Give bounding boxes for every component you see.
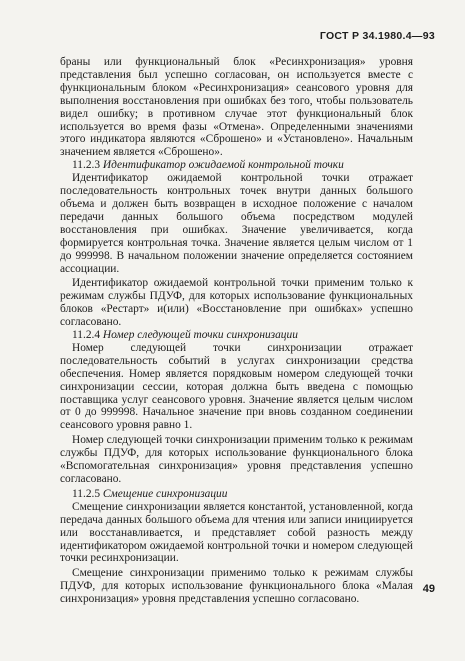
section-heading-11-2-5 — [60, 488, 413, 501]
section-number: 11.2.3 — [72, 159, 101, 172]
section-title: Номер следующей точки синхронизации — [102, 329, 298, 342]
section-title: Смещение синхронизации — [102, 487, 228, 500]
paragraph: Идентификатор ожидаемой контрольной точки отражает последовательность контрольных точек внутри данных большого объема и должен быть возвращен в исходное положение с началом передачи данных большого объема посредством модулей восстановления при ошибках. Значение увеличивается, когда формируется контрольная точка. Значение является целым числом от 1 до 999998. В начальном положении значение определяется состоянием ассоциации. — [60, 172, 413, 275]
section-heading-11-2-3 — [60, 159, 413, 172]
section-number: 11.2.5 — [72, 487, 101, 500]
paragraph: браны или функциональный блок «Ресинхронизация» уровня представления был успешно согласован, он используется вместе с функциональным блоком «Ресинхронизация» сеансового уровня для выполнения восстановления при ошибках без того, чтобы пользователь видел ошибку; в противном случае этот функциональный блок используется во время фазы «Отмена». Определенными значениями этого индикатора являются «Сброшено» и «Установлено». Начальным значением является «Сброшено». — [60, 56, 413, 159]
paragraph: Смещение синхронизации применимо только к режимам службы ПДУФ, для которых использование функционального блока «Малая синхронизация» уровня представления успешно согласовано. — [60, 567, 413, 606]
section-number: 11.2.4 — [72, 329, 101, 342]
page-header: ГОСТ Р 34.1980.4—93 — [319, 30, 435, 42]
document-body — [60, 56, 413, 606]
paragraph: Смещение синхронизации является константой, установленной, когда передача данных большого объема для чтения или записи инициируется или восстанавливается, и представляет собой разность между идентификатором ожидаемой контрольной точки и номером следующей точки ресинхронизации. — [60, 500, 413, 565]
page-number: 49 — [422, 583, 435, 595]
section-title: Идентификатор ожидаемой контрольной точки — [102, 159, 344, 172]
paragraph: Номер следующей точки синхронизации отражает последовательность событий в услугах синхронизации средства обеспечения. Номер является порядковым номером следующей точки синхронизации сессии, которая должна быть введена с помощью поставщика услуг сеансового уровня. Значение является целым числом от 0 до 999998. Начальное значение при вновь созданном соединении сеансового уровня равно 1. — [60, 341, 413, 432]
section-heading-11-2-4 — [60, 329, 413, 342]
paragraph: Номер следующей точки синхронизации применим только к режимам службы ПДУФ, для которых использование функционального блока «Вспомогательная синхронизация» уровня представления успешно согласовано. — [60, 434, 413, 485]
paragraph: Идентификатор ожидаемой контрольной точки применим только к режимам службы ПДУФ, для которых использование функциональных блоков «Рестарт» и(или) «Восстановление при ошибках» успешно согласовано. — [60, 277, 413, 329]
